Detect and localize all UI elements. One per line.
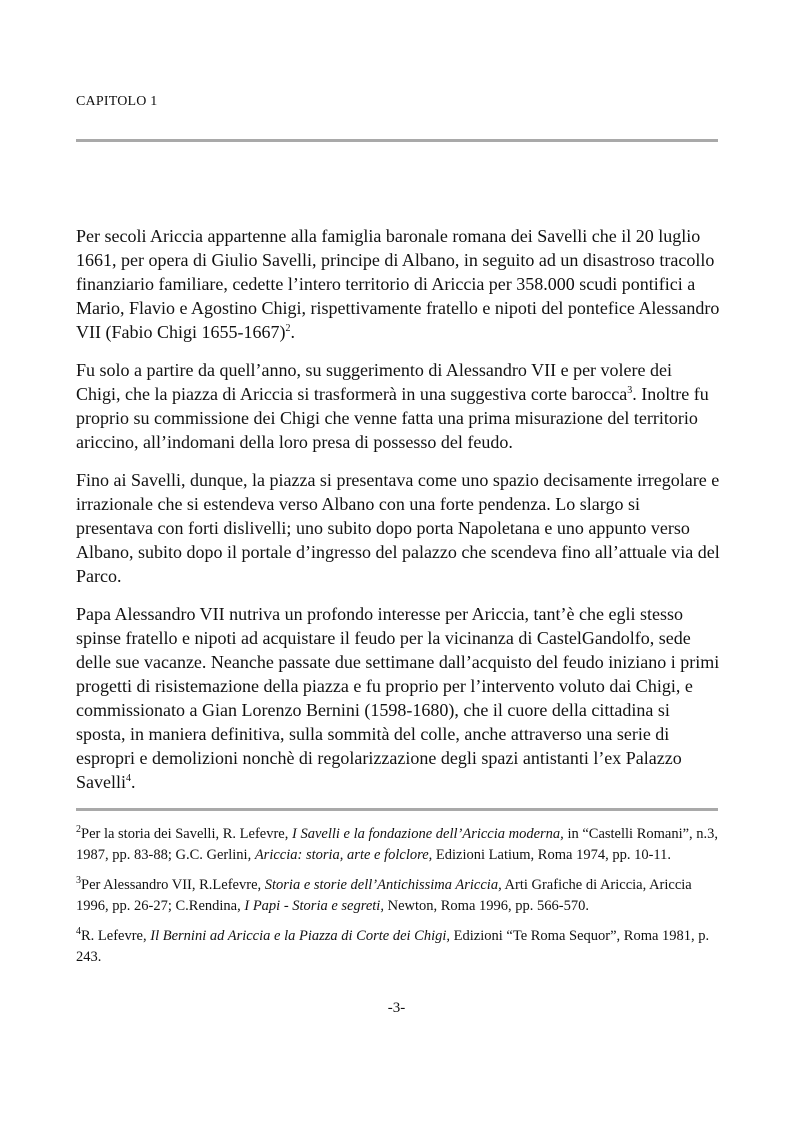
footnote-3 (76, 875, 724, 917)
footnote-3-number: 3 (76, 875, 81, 887)
paragraph-3: Fino ai Savelli, dunque, la piazza si presentava come uno spazio decisamente irregolare e irrazionale che si estendeva verso Albano con una forte pendenza. Lo slargo si presentava con forti dislivelli; uno subito dopo porta Napoletana e uno appunto verso Albano, subito dopo il portale d’ingresso del palazzo che scendeva fino all’attuale via del Parco. (76, 470, 720, 586)
footnote-3-text-3: Newton, Roma 1996, pp. 566-570. (383, 898, 589, 914)
paragraph-2-text: Fu solo a partire da quell’anno, su suggerimento di Alessandro VII e per volere dei Chigi, che la piazza di Ariccia si trasformerà in una suggestiva corte barocca (76, 360, 673, 404)
footnote-2-text-3: Edizioni Latium, Roma 1974, pp. 10-11. (432, 847, 671, 863)
paragraph-2 (76, 358, 720, 454)
footnote-divider (76, 808, 718, 811)
footnote-4 (76, 926, 724, 968)
paragraph-2-end: . Inoltre fu proprio su commissione dei Chigi che venne fatta una prima misurazione del territorio ariccino, all’indomani della loro presa di possesso del feudo. (76, 384, 709, 452)
footnote-3-text-1: Per Alessandro VII, R.Lefevre, (81, 877, 265, 893)
footnote-2-text-1: Per la storia dei Savelli, R. Lefevre, (81, 826, 292, 842)
footnote-2-title-2: Ariccia: storia, arte e folclore, (254, 847, 433, 863)
footnote-4-number: 4 (76, 926, 81, 938)
footnote-2-text-2: in “Castelli Romani”, n.3, 1987, pp. 83-88; G.C. Gerlini, (76, 826, 719, 863)
footnote-4-text-2: Edizioni “Te Roma Sequor”, Roma 1981, p. 243. (76, 928, 710, 965)
footnote-2-title-1: I Savelli e la fondazione dell’Ariccia moderna, (292, 826, 564, 842)
chapter-heading: CAPITOLO 1 (76, 94, 158, 109)
footnote-3-title-1: Storia e storie dell’Antichissima Ariccia, (264, 877, 502, 893)
paragraph-4 (76, 602, 720, 794)
footnote-3-text-2: Arti Grafiche di Ariccia, Ariccia 1996, pp. 26-27; C.Rendina, (76, 877, 692, 914)
footnote-4-title-1: Il Bernini ad Ariccia e la Piazza di Corte dei Chigi, (150, 928, 451, 944)
footnote-3-title-2: I Papi - Storia e segreti, (244, 898, 384, 914)
footnote-2 (76, 824, 724, 866)
paragraph-1-text: Per secoli Ariccia appartenne alla famiglia baronale romana dei Savelli che il 20 luglio 1661, per opera di Giulio Savelli, principe di Albano, in seguito ad un disastroso tracollo finanziario familiare, cedette l’intero territorio di Ariccia per 358.000 scudi pontifici a Mario, Flavio e Agostino Chigi, rispettivamente fratello e nipoti del pontefice Alessandro VII (Fabio Chigi 1655-1667) (76, 226, 720, 342)
paragraph-1-end: . (290, 322, 295, 342)
footnote-ref-4: 4 (126, 773, 131, 784)
footnote-ref-3: 3 (627, 385, 633, 396)
paragraph-4-end: . (131, 772, 136, 792)
footnote-2-number: 2 (76, 824, 81, 836)
paragraph-4-text: Papa Alessandro VII nutriva un profondo interesse per Ariccia, tant’è che egli stesso spinse fratello e nipoti ad acquistare il feudo per la vicinanza di CastelGandolfo, sede delle sue vacanze. Neanche passate due settimane dall’acquisto del feudo iniziano i primi progetti di risistemazione della piazza e fu proprio per l’intervento voluto dai Chigi, e commissionato a Gian Lorenzo Bernini (1598-1680), che il cuore della cittadina si sposta, in maniera definitiva, sulla sommità del colle, anche attraverso una serie di espropri e demolizioni nonchè di regolarizzazione degli spazi antistanti l’ex Palazzo Savelli (76, 604, 720, 792)
page-number: -3- (387, 1000, 406, 1016)
footnote-ref-2: 2 (285, 323, 291, 334)
header-divider (76, 139, 718, 142)
paragraph-1 (76, 224, 720, 344)
footnote-4-text-1: R. Lefevre, (81, 928, 151, 944)
footnotes (76, 824, 724, 977)
main-text (76, 224, 720, 808)
